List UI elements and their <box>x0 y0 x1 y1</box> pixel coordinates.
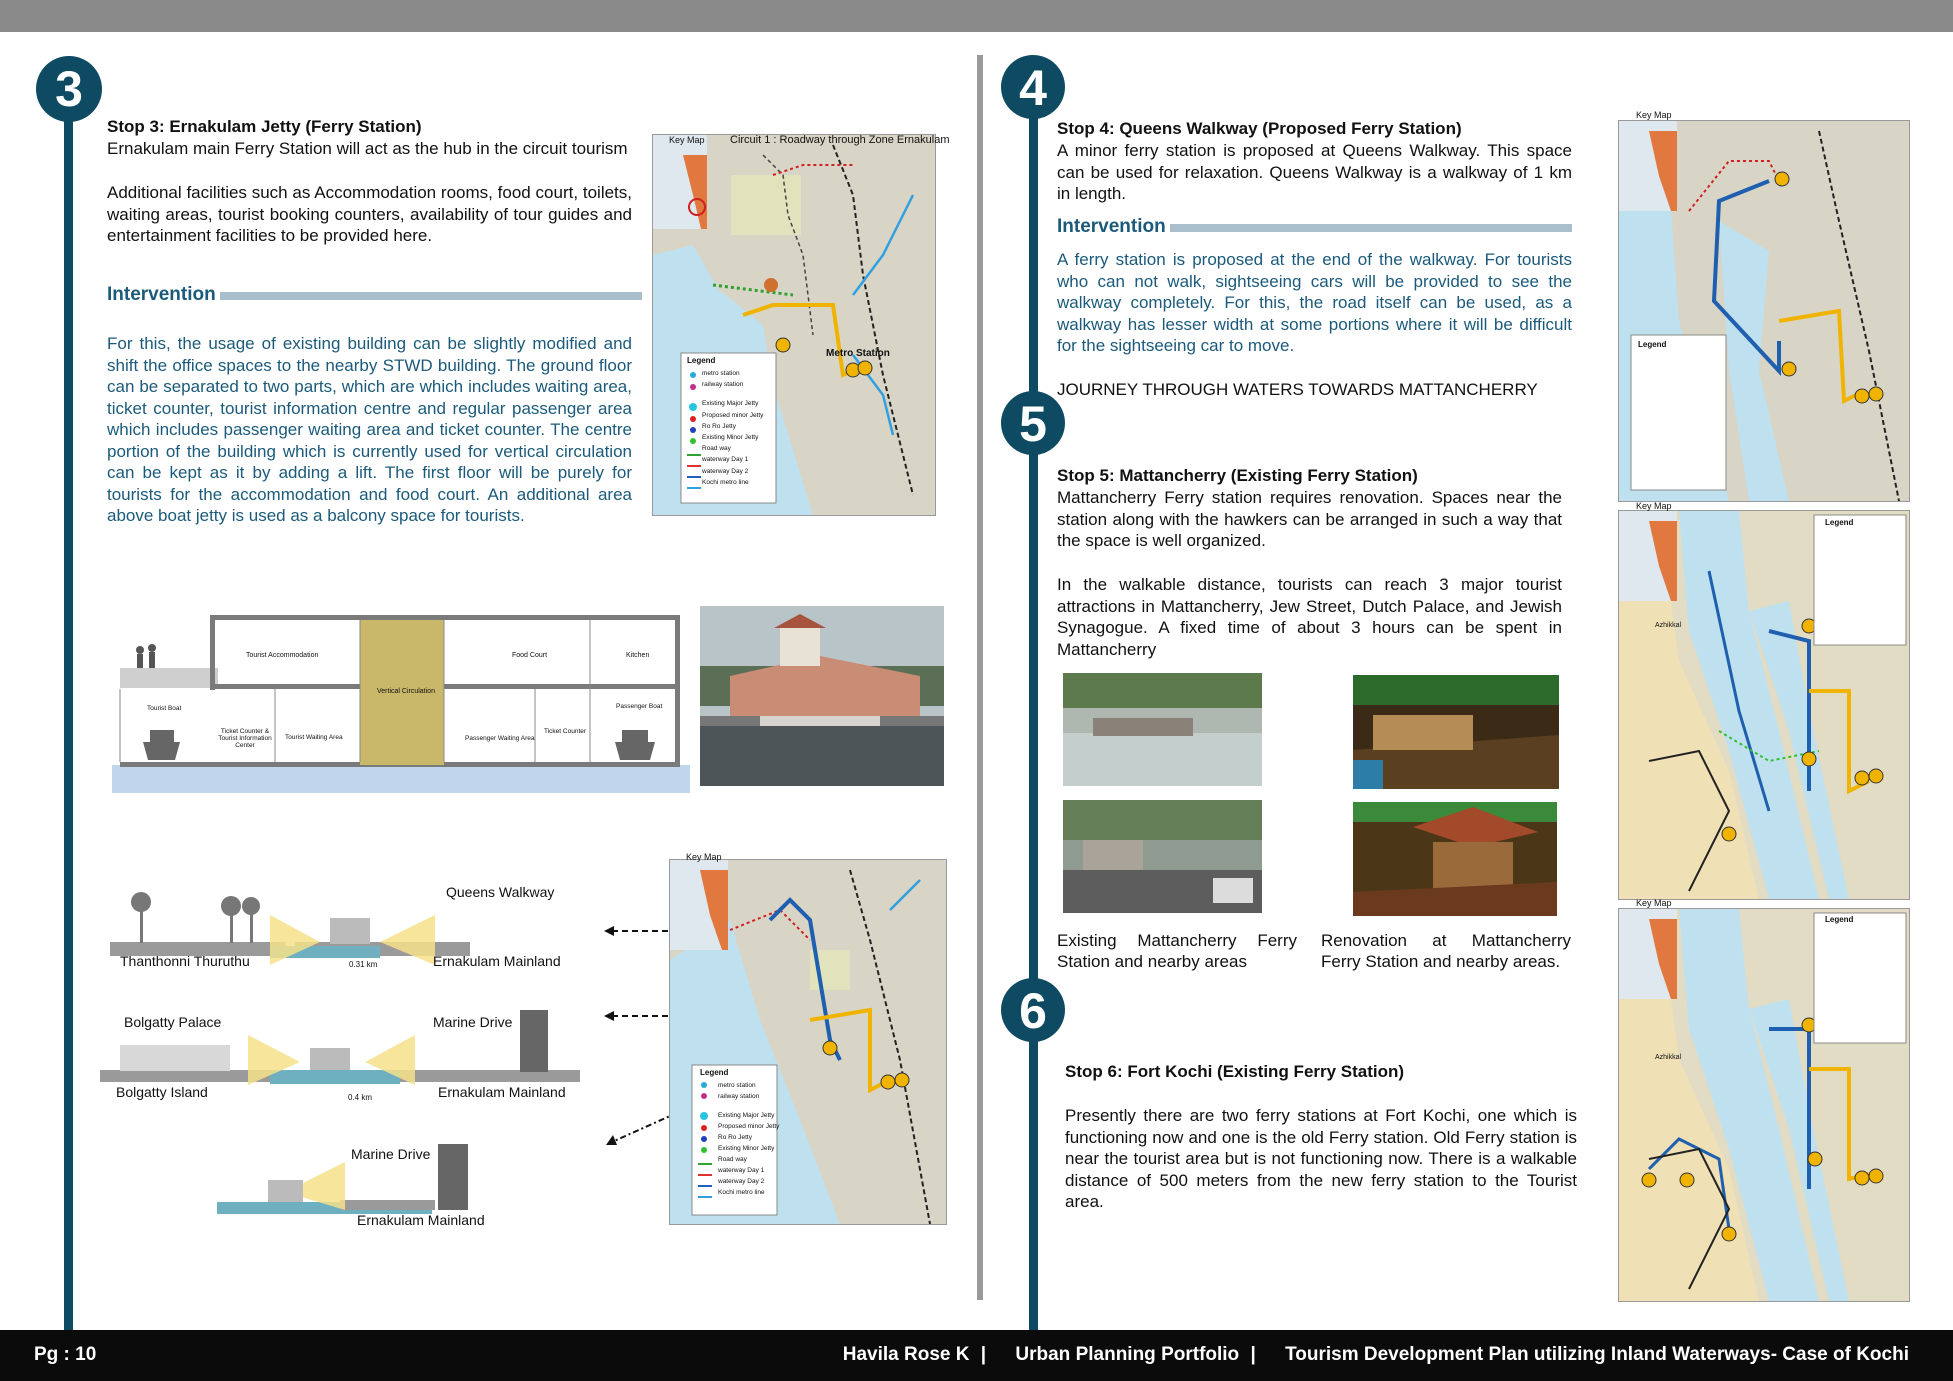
caption-renovation: Renovation at Mattancherry Ferry Station and nearby areas. <box>1321 931 1571 971</box>
stop-3-intervention-label: Intervention <box>107 284 216 305</box>
section-passenger-boat: Passenger Boat <box>616 703 663 710</box>
stop-3-para-2: Additional facilities such as Accommodation rooms, food court, toilets, waiting areas, tourist booking counters, availability of tour guides and entertainment facilities to be provided here. <box>107 183 632 245</box>
waterway-map-queens <box>669 859 947 1225</box>
map-5-legend-title: Legend <box>1825 518 1854 527</box>
footer-portfolio: Urban Planning Portfolio <box>1015 1344 1240 1365</box>
section-vertical-circulation: Vertical Circulation <box>377 688 435 695</box>
renovation-render-1 <box>1353 675 1559 789</box>
footer-separator-2: | <box>1250 1344 1256 1365</box>
key-map-label-4: Key Map <box>1636 501 1672 511</box>
ernakulam-jetty-photo <box>700 606 944 786</box>
label-bolgatty-palace: Bolgatty Palace <box>124 1014 222 1030</box>
waterway-map-5 <box>1618 510 1910 900</box>
footer-author: Havila Rose K <box>842 1344 970 1365</box>
map-1-title: Circuit 1 : Roadway through Zone Ernakulam <box>730 134 950 146</box>
section-kitchen: Kitchen <box>626 652 650 659</box>
map-4-legend-title: Legend <box>1638 340 1667 349</box>
stop-6-badge: 6 <box>1001 978 1065 1042</box>
intervention-divider <box>220 292 642 300</box>
mattancherry-photo-2 <box>1063 800 1262 913</box>
footer-bar <box>0 1330 1953 1381</box>
journey-heading: JOURNEY THROUGH WATERS TOWARDS MATTANCHERRY <box>1057 380 1538 399</box>
map-1-legend-title: Legend <box>687 356 716 365</box>
label-thanthonni-thuruthu: Thanthonni Thuruthu <box>120 953 250 969</box>
section-tourist-accommodation: Tourist Accommodation <box>246 652 319 659</box>
section-tourist-boat: Tourist Boat <box>147 705 182 712</box>
waterway-map-6 <box>1618 908 1910 1302</box>
mattancherry-photo-1 <box>1063 673 1262 786</box>
stop-4-intervention-label: Intervention <box>1057 216 1166 237</box>
label-ernakulam-mainland-2: Ernakulam Mainland <box>438 1084 566 1100</box>
key-map-label-3: Key Map <box>1636 110 1672 120</box>
stop-5-para-1: Mattancherry Ferry station requires renovation. Spaces near the station along with the hawkers can be arranged in such a way that the space is well organized. <box>1057 488 1562 550</box>
jetty-section-drawing <box>110 612 690 797</box>
page-number: Pg : 10 <box>34 1344 97 1365</box>
stop-3-intervention-text: For this, the usage of existing building can be slightly modified and shift the office spaces to the nearby STWD building. The ground floor can be separated to two parts, which are which includes waiting area, ticket counter, tourist information centre and regular passenger area which includes passenger waiting area and ticket counter. The centre portion of the building which is currently used for vertical circulation can be kept as it by adding a lift. The first floor will be purely for tourists for the accommodation and food court. An additional area above boat jetty is used as a balcony space for tourists. <box>107 334 632 525</box>
distance-v1: 0.31 km <box>349 960 378 969</box>
label-marine-drive-1: Marine Drive <box>433 1014 513 1030</box>
stop-6-text: Presently there are two ferry stations at Fort Kochi, one which is functioning now and one is the old Ferry station. Old Ferry station is near the tourist area but is not functioning now. There is a walkable distance of 500 meters from the new ferry station to the Tourist area. <box>1065 1106 1577 1211</box>
waterway-map-4 <box>1618 120 1910 502</box>
stop-4-title: Stop 4: Queens Walkway (Proposed Ferry Station) <box>1057 119 1462 138</box>
map-1-legend-list: metro station railway station Existing Major Jetty Proposed minor Jetty Ro Ro Jetty Existing Minor Jetty Road way waterway Day 1 waterway Day 2 Kochi metro line <box>702 370 764 486</box>
right-timeline-line <box>1029 90 1038 1330</box>
view-corridor-diagrams <box>100 880 580 1240</box>
stop-3-title: Stop 3: Ernakulam Jetty (Ferry Station) <box>107 117 422 136</box>
label-ernakulam-mainland-3: Ernakulam Mainland <box>357 1212 485 1228</box>
stop-6-title: Stop 6: Fort Kochi (Existing Ferry Station) <box>1065 1062 1405 1081</box>
map-6-legend-title: Legend <box>1825 915 1854 924</box>
label-ernakulam-mainland-1: Ernakulam Mainland <box>433 953 561 969</box>
stop-5-badge: 5 <box>1001 391 1065 455</box>
footer-credits <box>837 1344 1909 1366</box>
section-ticket-counter-info: Ticket Counter & Tourist Information Center <box>218 728 272 749</box>
metro-station-label: Metro Station <box>826 348 890 359</box>
top-bar <box>0 0 1953 32</box>
left-timeline-line <box>64 90 73 1330</box>
stop-5-para-2: In the walkable distance, tourists can reach 3 major tourist attractions in Mattancherry, Jew Street, Dutch Palace, and Jewish Synagogue. A fixed time of about 3 hours can be spent in Mattancherry <box>1057 575 1562 659</box>
map-2-legend-title: Legend <box>700 1068 729 1077</box>
section-food-court: Food Court <box>512 652 548 659</box>
key-map-label-1: Key Map <box>669 135 705 145</box>
stop-4-intervention-text: A ferry station is proposed at the end of the walkway. For tourists who can not walk, sightseeing cars will be provided to see the walkway completely. For this, the road itself can be used, as a walkway has lesser width at some portions where it will be difficult for the sightseeing car to move. <box>1057 250 1572 355</box>
intervention-divider-4 <box>1170 224 1572 232</box>
stop-3-badge: 3 <box>36 56 102 122</box>
map-2-legend-list: metro station railway station Existing Major Jetty Proposed minor Jetty Ro Ro Jetty Existing Minor Jetty Road way waterway Day 1 waterway Day 2 Kochi metro line <box>718 1082 780 1196</box>
stop-4-badge: 4 <box>1001 55 1065 119</box>
footer-project: Tourism Development Plan utilizing Inland Waterways- Case of Kochi <box>1285 1344 1909 1365</box>
stop-4-text: A minor ferry station is proposed at Queens Walkway. This space can be used for relaxation. Queens Walkway is a walkway of 1 km in length. <box>1057 141 1572 203</box>
footer-separator-1: | <box>980 1344 987 1365</box>
stop-5-title: Stop 5: Mattancherry (Existing Ferry Station) <box>1057 466 1418 485</box>
label-queens-walkway: Queens Walkway <box>446 884 555 900</box>
section-ticket-counter: Ticket Counter <box>544 728 587 735</box>
circuit-map-ernakulam <box>652 134 936 516</box>
label-bolgatty-island: Bolgatty Island <box>116 1084 208 1100</box>
stop-3-para-1: Ernakulam main Ferry Station will act as the hub in the circuit tourism <box>107 139 628 158</box>
label-marine-drive-2: Marine Drive <box>351 1146 431 1162</box>
key-map-label-5: Key Map <box>1636 898 1672 908</box>
map-5-azhikkal: Azhikkal <box>1655 622 1682 629</box>
page-divider <box>977 55 983 1300</box>
distance-v2: 0.4 km <box>348 1093 373 1102</box>
map-6-azhikkal: Azhikkal <box>1655 1054 1682 1061</box>
section-passenger-waiting: Passenger Waiting Area <box>465 735 535 742</box>
caption-existing: Existing Mattancherry Ferry Station and nearby areas <box>1057 931 1297 971</box>
key-map-label-2: Key Map <box>686 852 722 862</box>
renovation-render-2 <box>1353 802 1557 916</box>
section-tourist-waiting: Tourist Waiting Area <box>285 734 343 741</box>
